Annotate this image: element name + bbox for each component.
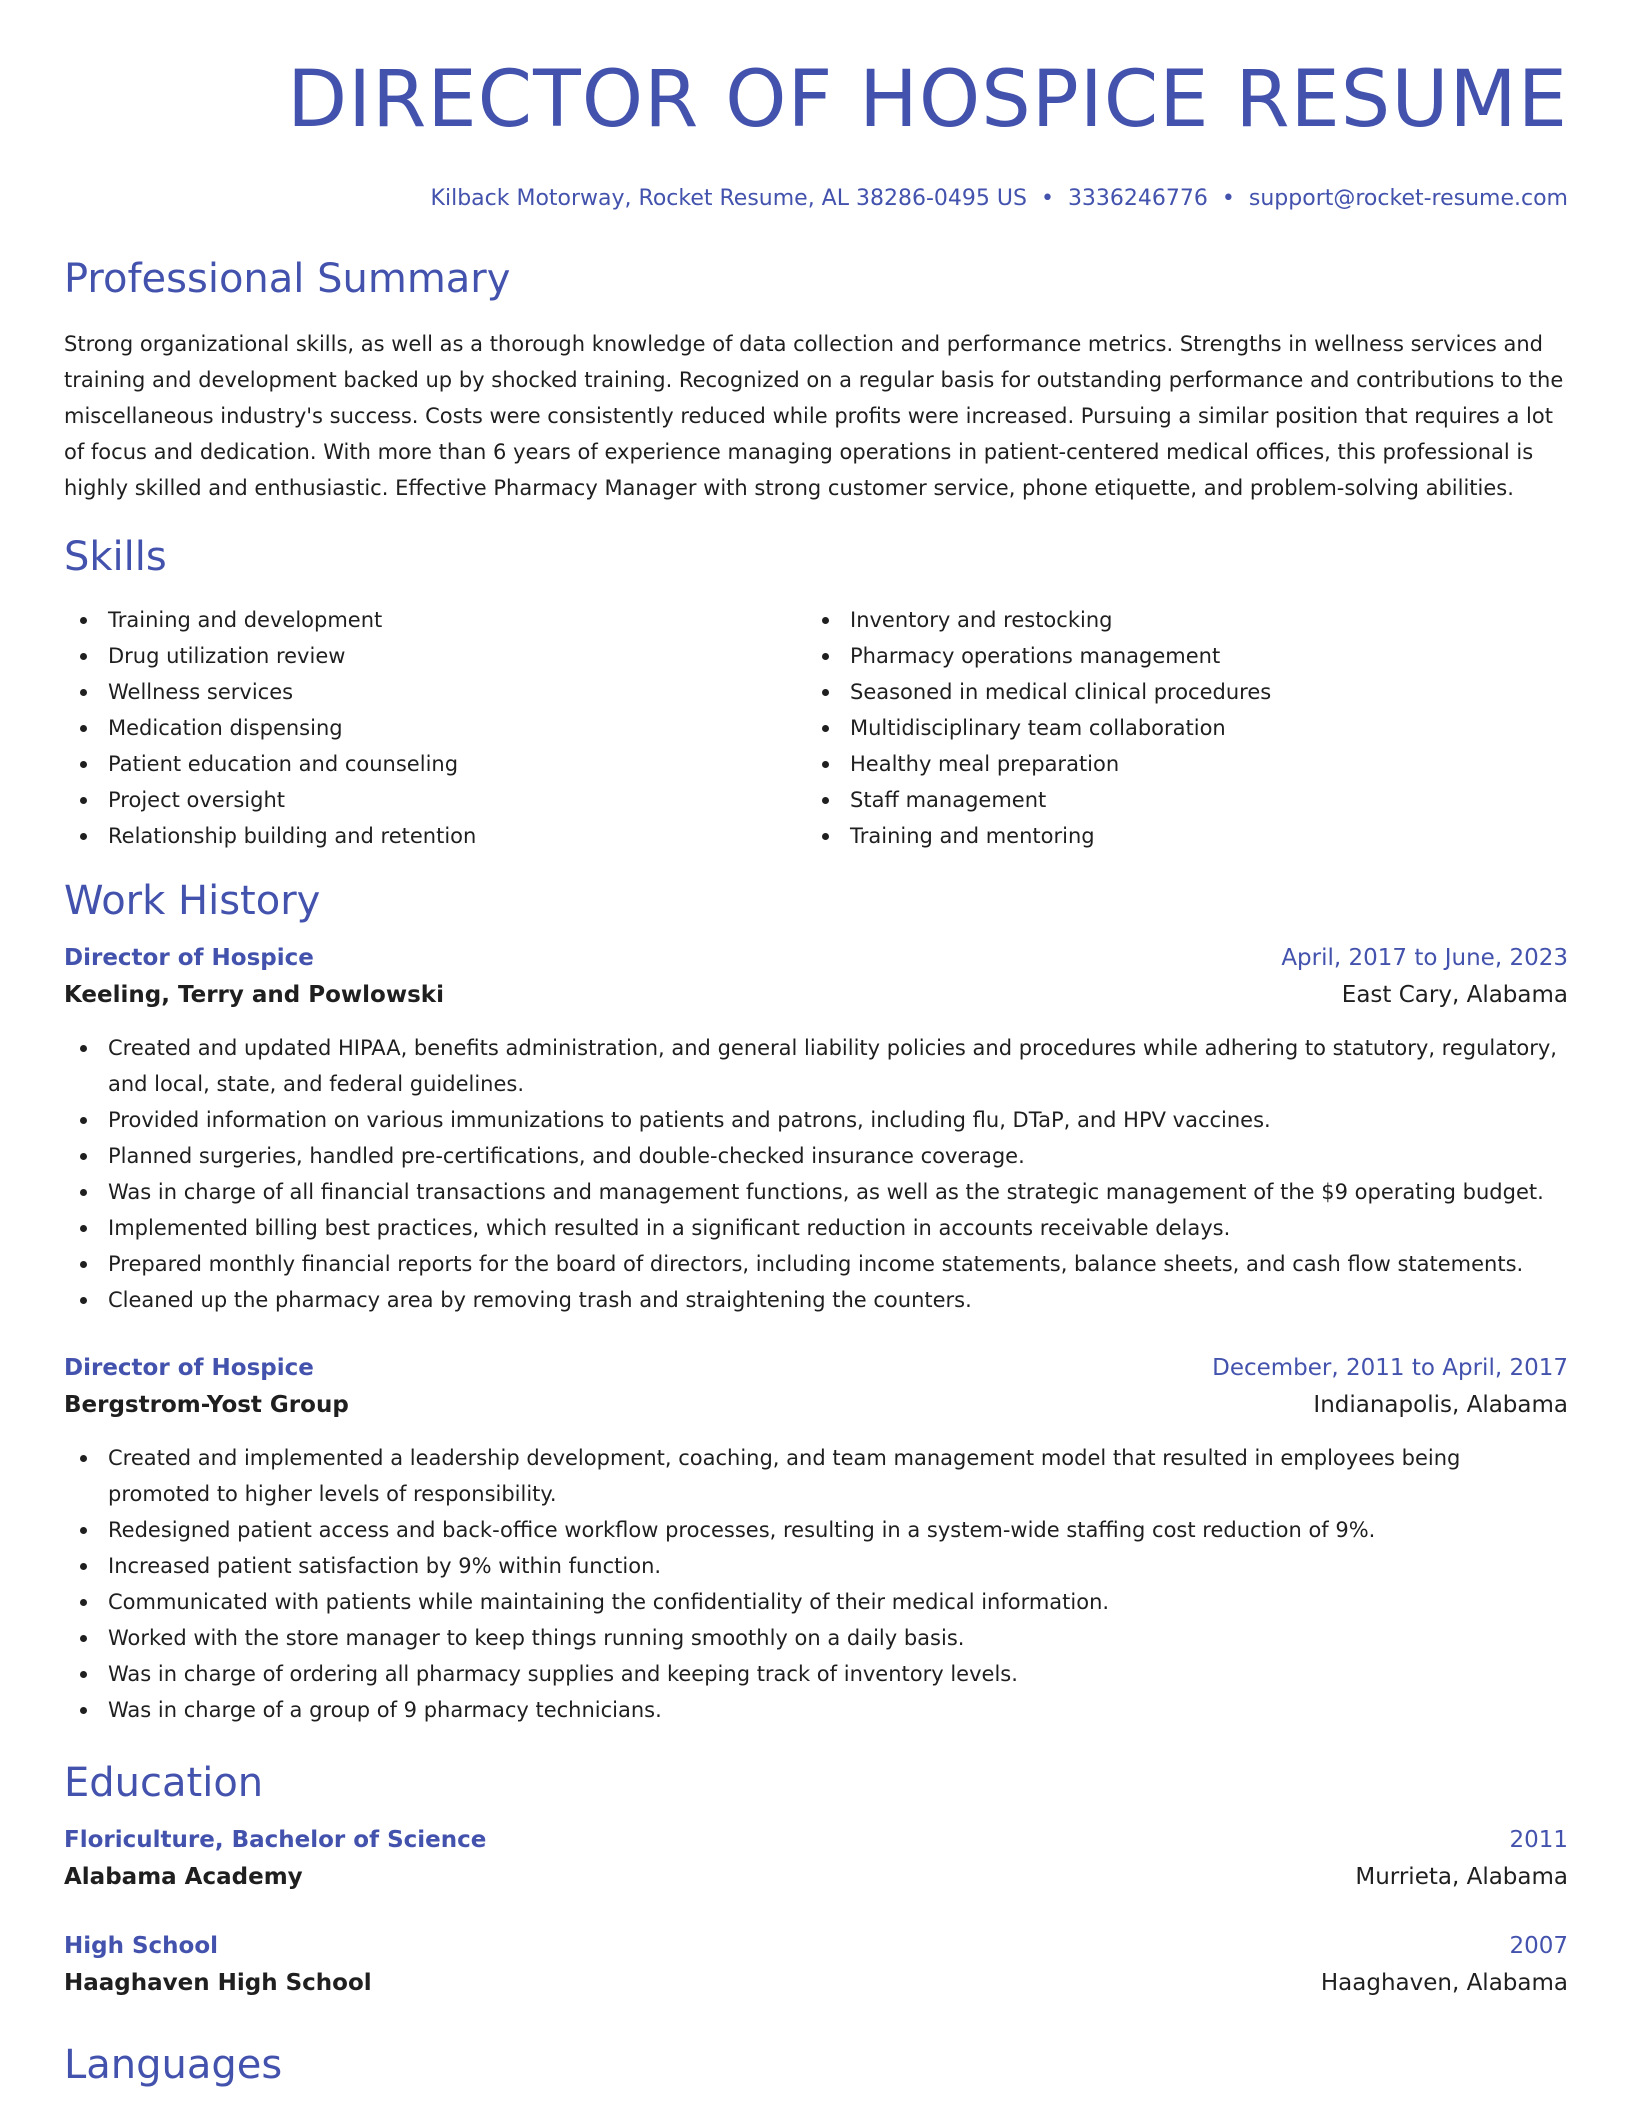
skill-item: Multidisciplinary team collaboration xyxy=(806,710,1548,746)
education-school: Alabama Academy xyxy=(64,1864,303,1890)
contact-email[interactable]: support@rocket-resume.com xyxy=(1248,186,1568,211)
education-school: Haaghaven High School xyxy=(64,1970,372,1996)
job-title: Director of Hospice xyxy=(64,1355,314,1381)
education-entry xyxy=(64,1822,1568,1896)
skill-item: Staff management xyxy=(806,782,1548,818)
contact-line xyxy=(64,184,1568,214)
job-bullet: Created and implemented a leadership development, coaching, and team management model that resulted in employees being promoted to higher levels of responsibility. xyxy=(64,1440,1568,1512)
job-bullet: Was in charge of a group of 9 pharmacy technicians. xyxy=(64,1692,1568,1728)
job-dates: April, 2017 to June, 2023 xyxy=(1281,945,1568,971)
skill-item: Patient education and counseling xyxy=(64,746,806,782)
job-dates: December, 2011 to April, 2017 xyxy=(1212,1355,1568,1381)
education-school-row xyxy=(64,1964,1568,2002)
job-location: Indianapolis, Alabama xyxy=(1313,1392,1568,1418)
skill-item: Drug utilization review xyxy=(64,638,806,674)
skills-list xyxy=(64,602,1568,854)
job-bullet: Communicated with patients while maintaining the confidentiality of their medical information. xyxy=(64,1584,1568,1620)
job-bullets xyxy=(64,1440,1568,1728)
page-title: DIRECTOR OF HOSPICE RESUME xyxy=(287,55,1568,145)
job-entry xyxy=(64,940,1568,1318)
skill-item: Training and mentoring xyxy=(806,818,1548,854)
education-school-row xyxy=(64,1858,1568,1896)
skill-item: Relationship building and retention xyxy=(64,818,806,854)
work-history-heading: Work History xyxy=(64,878,321,924)
education-heading: Education xyxy=(64,1760,264,1806)
job-bullet: Planned surgeries, handled pre-certifications, and double-checked insurance coverage. xyxy=(64,1138,1568,1174)
education-degree-row xyxy=(64,1928,1568,1964)
job-bullet: Provided information on various immunizations to patients and patrons, including flu, DTaP, and HPV vaccines. xyxy=(64,1102,1568,1138)
skill-item: Medication dispensing xyxy=(64,710,806,746)
job-bullet: Increased patient satisfaction by 9% within function. xyxy=(64,1548,1568,1584)
job-bullet: Cleaned up the pharmacy area by removing trash and straightening the counters. xyxy=(64,1282,1568,1318)
contact-separator: • xyxy=(1221,186,1235,211)
job-entry xyxy=(64,1350,1568,1728)
education-entry xyxy=(64,1928,1568,2002)
contact-separator: • xyxy=(1040,186,1054,211)
job-company-row xyxy=(64,1386,1568,1424)
summary-heading: Professional Summary xyxy=(64,256,511,302)
education-degree: High School xyxy=(64,1933,219,1959)
job-title: Director of Hospice xyxy=(64,945,314,971)
job-title-row xyxy=(64,1350,1568,1386)
job-bullets xyxy=(64,1030,1568,1318)
skill-item: Wellness services xyxy=(64,674,806,710)
skills-column-left xyxy=(64,602,806,854)
education-year: 2007 xyxy=(1509,1933,1568,1959)
job-bullet: Created and updated HIPAA, benefits administration, and general liability policies and procedures while adhering to statutory, regulatory, and local, state, and federal guidelines. xyxy=(64,1030,1568,1102)
education-degree: Floriculture, Bachelor of Science xyxy=(64,1827,487,1853)
job-bullet: Prepared monthly financial reports for the board of directors, including income statements, balance sheets, and cash flow statements. xyxy=(64,1246,1568,1282)
education-location: Murrieta, Alabama xyxy=(1355,1864,1568,1890)
skills-column-right xyxy=(806,602,1548,854)
languages-heading: Languages xyxy=(64,2042,283,2088)
job-company: Keeling, Terry and Powlowski xyxy=(64,982,444,1008)
job-company: Bergstrom-Yost Group xyxy=(64,1392,349,1418)
resume-header xyxy=(64,0,1568,214)
job-location: East Cary, Alabama xyxy=(1341,982,1568,1008)
job-bullet: Implemented billing best practices, which resulted in a significant reduction in accounts receivable delays. xyxy=(64,1210,1568,1246)
skill-item: Inventory and restocking xyxy=(806,602,1548,638)
contact-phone[interactable]: 3336246776 xyxy=(1067,186,1208,211)
summary-text: Strong organizational skills, as well as a thorough knowledge of data collection and performance metrics. Strengths in wellness services and training and development backed up by shocked training. Recognized on a regular basis for outstanding performance and contributions to the miscellaneous industry's success. Costs were consistently reduced while profits were increased. Pursuing a similar position that requires a lot of focus and dedication. With more than 6 years of experience managing operations in patient-centered medical offices, this professional is highly skilled and enthusiastic. Effective Pharmacy Manager with strong customer service, phone etiquette, and problem-solving abilities. xyxy=(64,332,1564,500)
job-title-row xyxy=(64,940,1568,976)
education-year: 2011 xyxy=(1509,1827,1568,1853)
skill-item: Seasoned in medical clinical procedures xyxy=(806,674,1548,710)
skills-heading: Skills xyxy=(64,534,167,580)
job-bullet: Redesigned patient access and back-office workflow processes, resulting in a system-wide staffing cost reduction of 9%. xyxy=(64,1512,1568,1548)
contact-address: Kilback Motorway, Rocket Resume, AL 38286-0495 US xyxy=(430,186,1027,211)
skill-item: Training and development xyxy=(64,602,806,638)
job-bullet: Was in charge of ordering all pharmacy supplies and keeping track of inventory levels. xyxy=(64,1656,1568,1692)
job-bullet: Worked with the store manager to keep things running smoothly on a daily basis. xyxy=(64,1620,1568,1656)
job-company-row xyxy=(64,976,1568,1014)
skill-item: Healthy meal preparation xyxy=(806,746,1548,782)
job-bullet: Was in charge of all financial transactions and management functions, as well as the strategic management of the $9 operating budget. xyxy=(64,1174,1568,1210)
education-location: Haaghaven, Alabama xyxy=(1320,1970,1568,1996)
skill-item: Project oversight xyxy=(64,782,806,818)
skill-item: Pharmacy operations management xyxy=(806,638,1548,674)
education-degree-row xyxy=(64,1822,1568,1858)
